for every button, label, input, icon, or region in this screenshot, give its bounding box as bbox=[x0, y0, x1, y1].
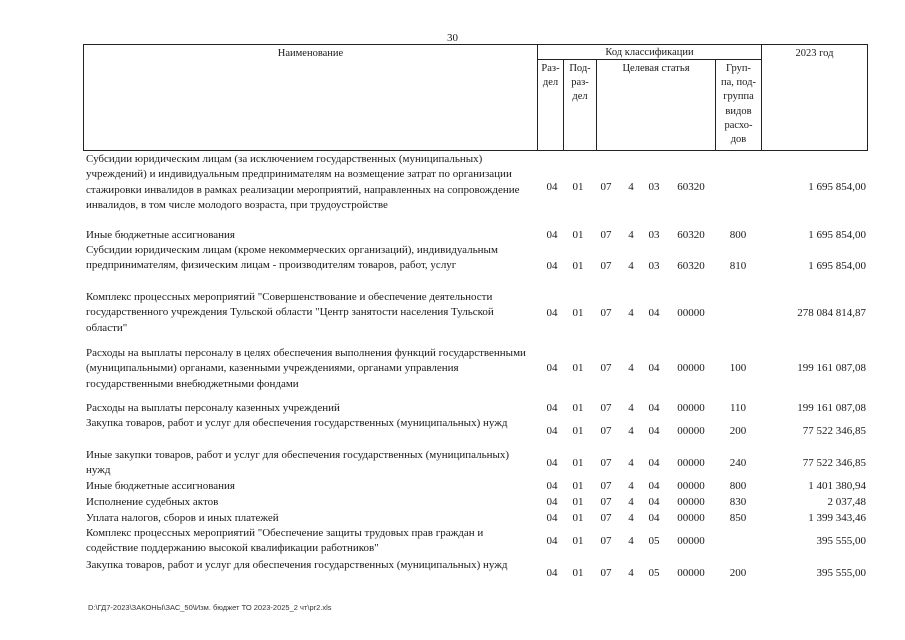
row-podrazdel: 01 bbox=[572, 260, 584, 272]
table-row bbox=[86, 511, 866, 527]
row-target-direction: 00000 bbox=[677, 402, 705, 414]
header-year: 2023 год bbox=[795, 48, 834, 59]
row-target-type: 4 bbox=[628, 362, 634, 374]
row-podrazdel: 01 bbox=[572, 480, 584, 492]
row-name: Комплекс процессных мероприятий "Обеспечение защиты трудовых прав граждан и содействие поддержанию высокой квалификации работников" bbox=[86, 527, 484, 555]
row-razdel: 04 bbox=[546, 229, 558, 241]
row-target-program: 07 bbox=[600, 229, 612, 241]
row-target-complex: 04 bbox=[648, 512, 660, 524]
row-target-direction: 00000 bbox=[677, 307, 705, 319]
header-razdel-cell bbox=[537, 59, 564, 151]
row-group: 800 bbox=[729, 229, 747, 241]
row-target-complex: 03 bbox=[648, 181, 660, 193]
row-target-complex: 04 bbox=[648, 496, 660, 508]
row-amount: 1 695 854,00 bbox=[808, 181, 866, 193]
row-target-type: 4 bbox=[628, 567, 634, 579]
header-target-cell bbox=[596, 59, 716, 151]
row-podrazdel: 01 bbox=[572, 181, 584, 193]
row-target-complex: 04 bbox=[648, 362, 660, 374]
row-group: 810 bbox=[729, 260, 747, 272]
header-code-cell bbox=[537, 44, 762, 60]
row-amount: 395 555,00 bbox=[816, 535, 866, 547]
row-group: 830 bbox=[729, 496, 747, 508]
row-target-direction: 00000 bbox=[677, 480, 705, 492]
row-name: Иные бюджетные ассигнования bbox=[86, 229, 235, 241]
row-target-program: 07 bbox=[600, 496, 612, 508]
row-target-program: 07 bbox=[600, 260, 612, 272]
row-target-program: 07 bbox=[600, 402, 612, 414]
row-target-complex: 03 bbox=[648, 260, 660, 272]
row-target-type: 4 bbox=[628, 402, 634, 414]
row-amount: 2 037,48 bbox=[827, 496, 866, 508]
row-podrazdel: 01 bbox=[572, 362, 584, 374]
row-target-type: 4 bbox=[628, 457, 634, 469]
row-target-type: 4 bbox=[628, 181, 634, 193]
row-amount: 1 695 854,00 bbox=[808, 260, 866, 272]
row-group: 240 bbox=[729, 457, 747, 469]
row-amount: 199 161 087,08 bbox=[797, 402, 866, 414]
header-year-cell bbox=[761, 44, 868, 151]
row-target-program: 07 bbox=[600, 425, 612, 437]
row-amount: 395 555,00 bbox=[816, 567, 866, 579]
row-razdel: 04 bbox=[546, 512, 558, 524]
row-name: Расходы на выплаты персоналу казенных учреждений bbox=[86, 402, 340, 414]
row-target-direction: 00000 bbox=[677, 457, 705, 469]
row-target-type: 4 bbox=[628, 535, 634, 547]
row-amount: 278 084 814,87 bbox=[797, 307, 866, 319]
header-code: Код классификации bbox=[605, 47, 694, 58]
row-target-direction: 00000 bbox=[677, 496, 705, 508]
row-podrazdel: 01 bbox=[572, 567, 584, 579]
row-podrazdel: 01 bbox=[572, 535, 584, 547]
file-path-footer: D:\ГД7-2023\ЗАКОНЫ\ЗАС_50\Изм. бюджет ТО 2023-2025_2 чт\pr2.xls bbox=[88, 603, 332, 612]
row-target-type: 4 bbox=[628, 512, 634, 524]
row-name: Субсидии юридическим лицам (за исключением государственных (муниципальных) учреждений) и индивидуальным предпринимателям на возмещение затрат по организации стажировки инвалидов в рамках реализации мероприятий, направленных на сопровождение инвалидов, в том числе молодого возраста, при трудоустройстве bbox=[86, 153, 520, 211]
row-name: Уплата налогов, сборов и иных платежей bbox=[86, 512, 279, 524]
row-razdel: 04 bbox=[546, 260, 558, 272]
row-razdel: 04 bbox=[546, 362, 558, 374]
row-group: 800 bbox=[729, 480, 747, 492]
row-name: Закупка товаров, работ и услуг для обеспечения государственных (муниципальных) нужд bbox=[86, 559, 508, 571]
row-target-complex: 04 bbox=[648, 307, 660, 319]
table-row bbox=[86, 228, 866, 244]
row-amount: 1 695 854,00 bbox=[808, 229, 866, 241]
row-name: Комплекс процессных мероприятий "Совершенствование и обеспечение деятельности государственного учреждения Тульской области "Центр занятости населения Тульской области" bbox=[86, 291, 494, 334]
row-target-program: 07 bbox=[600, 307, 612, 319]
table-row bbox=[86, 290, 866, 342]
row-group: 850 bbox=[729, 512, 747, 524]
table-row bbox=[86, 243, 866, 290]
header-name: Наименование bbox=[277, 48, 344, 59]
row-target-type: 4 bbox=[628, 229, 634, 241]
row-target-program: 07 bbox=[600, 567, 612, 579]
row-target-direction: 00000 bbox=[677, 567, 705, 579]
row-target-complex: 05 bbox=[648, 567, 660, 579]
header-razdel: Раз- дел bbox=[541, 63, 560, 88]
row-target-program: 07 bbox=[600, 362, 612, 374]
row-target-type: 4 bbox=[628, 307, 634, 319]
row-podrazdel: 01 bbox=[572, 307, 584, 319]
row-target-type: 4 bbox=[628, 480, 634, 492]
row-target-complex: 04 bbox=[648, 457, 660, 469]
row-razdel: 04 bbox=[546, 181, 558, 193]
row-target-type: 4 bbox=[628, 496, 634, 508]
row-target-direction: 00000 bbox=[677, 362, 705, 374]
row-razdel: 04 bbox=[546, 567, 558, 579]
row-razdel: 04 bbox=[546, 425, 558, 437]
header-group: Груп- па, под- группа видов расхо- дов bbox=[721, 63, 756, 146]
header-name-cell bbox=[83, 44, 538, 151]
row-target-complex: 04 bbox=[648, 480, 660, 492]
table-row bbox=[86, 495, 866, 511]
row-target-type: 4 bbox=[628, 425, 634, 437]
row-name: Расходы на выплаты персоналу в целях обеспечения выполнения функций государственными (муниципальными) органами, казенными учреждениями, органами управления государственными внебюджетными фондами bbox=[86, 347, 526, 390]
row-razdel: 04 bbox=[546, 496, 558, 508]
row-target-direction: 00000 bbox=[677, 512, 705, 524]
table-row bbox=[86, 479, 866, 495]
row-target-direction: 00000 bbox=[677, 535, 705, 547]
row-name: Закупка товаров, работ и услуг для обеспечения государственных (муниципальных) нужд bbox=[86, 417, 508, 429]
table-row bbox=[86, 526, 866, 558]
row-name: Иные бюджетные ассигнования bbox=[86, 480, 235, 492]
row-group: 110 bbox=[729, 402, 747, 414]
row-target-direction: 60320 bbox=[677, 260, 705, 272]
row-target-complex: 04 bbox=[648, 402, 660, 414]
row-target-complex: 05 bbox=[648, 535, 660, 547]
row-target-direction: 60320 bbox=[677, 181, 705, 193]
row-podrazdel: 01 bbox=[572, 425, 584, 437]
table-row bbox=[86, 346, 866, 396]
table-row bbox=[86, 558, 866, 590]
row-target-type: 4 bbox=[628, 260, 634, 272]
page-number: 30 bbox=[447, 32, 458, 44]
row-group: 100 bbox=[729, 362, 747, 374]
row-group: 200 bbox=[729, 425, 747, 437]
row-razdel: 04 bbox=[546, 535, 558, 547]
row-amount: 1 399 343,46 bbox=[808, 512, 866, 524]
row-name: Исполнение судебных актов bbox=[86, 496, 219, 508]
row-razdel: 04 bbox=[546, 402, 558, 414]
header-podrazdel: Под- раз- дел bbox=[569, 63, 591, 102]
row-amount: 199 161 087,08 bbox=[797, 362, 866, 374]
table-row bbox=[86, 416, 866, 448]
row-target-complex: 03 bbox=[648, 229, 660, 241]
table-row bbox=[86, 401, 866, 417]
row-name: Иные закупки товаров, работ и услуг для обеспечения государственных (муниципальных) нужд bbox=[86, 449, 510, 477]
row-amount: 77 522 346,85 bbox=[802, 425, 866, 437]
header-target: Целевая статья bbox=[622, 63, 690, 74]
row-razdel: 04 bbox=[546, 457, 558, 469]
row-target-program: 07 bbox=[600, 535, 612, 547]
table-row bbox=[86, 448, 866, 480]
row-amount: 1 401 380,94 bbox=[808, 480, 866, 492]
row-name: Субсидии юридическим лицам (кроме некоммерческих организаций), индивидуальным предпринимателям, физическим лицам - производителям товаров, работ, услуг bbox=[86, 244, 498, 272]
row-target-program: 07 bbox=[600, 512, 612, 524]
row-podrazdel: 01 bbox=[572, 496, 584, 508]
row-amount: 77 522 346,85 bbox=[802, 457, 866, 469]
row-podrazdel: 01 bbox=[572, 457, 584, 469]
row-podrazdel: 01 bbox=[572, 402, 584, 414]
header-group-cell bbox=[715, 59, 762, 151]
row-group: 200 bbox=[729, 567, 747, 579]
row-podrazdel: 01 bbox=[572, 512, 584, 524]
row-razdel: 04 bbox=[546, 307, 558, 319]
row-target-program: 07 bbox=[600, 480, 612, 492]
row-target-direction: 60320 bbox=[677, 229, 705, 241]
row-target-program: 07 bbox=[600, 181, 612, 193]
row-podrazdel: 01 bbox=[572, 229, 584, 241]
header-podrazdel-cell bbox=[563, 59, 597, 151]
row-razdel: 04 bbox=[546, 480, 558, 492]
table-row bbox=[86, 152, 866, 230]
row-target-complex: 04 bbox=[648, 425, 660, 437]
row-target-program: 07 bbox=[600, 457, 612, 469]
row-target-direction: 00000 bbox=[677, 425, 705, 437]
